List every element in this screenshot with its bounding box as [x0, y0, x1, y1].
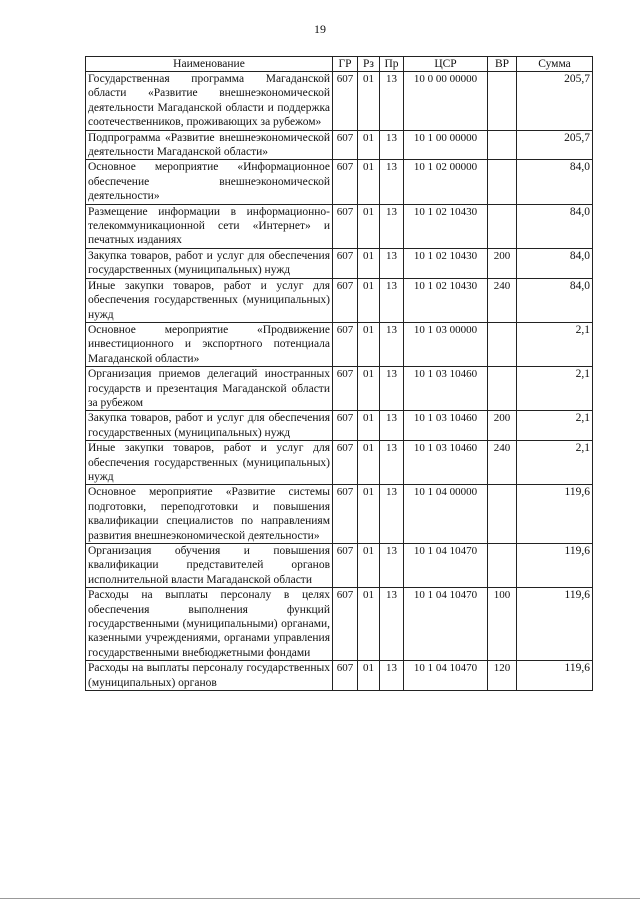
cell-gr: 607 — [333, 661, 358, 691]
cell-rz: 01 — [358, 441, 380, 485]
cell-csr: 10 1 02 00000 — [404, 160, 488, 204]
cell-vr: 240 — [488, 441, 517, 485]
cell-vr: 100 — [488, 588, 517, 661]
cell-pr: 13 — [380, 411, 404, 441]
cell-vr — [488, 544, 517, 588]
cell-name: Иные закупки товаров, работ и услуг для обеспечения государственных (муниципальных) нужд — [86, 278, 333, 322]
cell-gr: 607 — [333, 72, 358, 131]
cell-gr: 607 — [333, 485, 358, 544]
cell-csr: 10 1 03 10460 — [404, 441, 488, 485]
cell-gr: 607 — [333, 588, 358, 661]
cell-csr: 10 1 04 10470 — [404, 661, 488, 691]
cell-csr: 10 1 04 10470 — [404, 588, 488, 661]
table-row — [86, 72, 593, 131]
cell-pr: 13 — [380, 544, 404, 588]
cell-sum: 205,7 — [517, 130, 593, 160]
cell-sum: 2,1 — [517, 441, 593, 485]
table-row — [86, 248, 593, 278]
table-row — [86, 367, 593, 411]
cell-name: Закупка товаров, работ и услуг для обеспечения государственных (муниципальных) нужд — [86, 411, 333, 441]
cell-sum: 84,0 — [517, 278, 593, 322]
table-row — [86, 544, 593, 588]
cell-gr: 607 — [333, 544, 358, 588]
table-row — [86, 441, 593, 485]
cell-rz: 01 — [358, 544, 380, 588]
table-row — [86, 485, 593, 544]
cell-vr: 200 — [488, 411, 517, 441]
table-row — [86, 204, 593, 248]
cell-pr: 13 — [380, 160, 404, 204]
cell-name: Подпрограмма «Развитие внешнеэкономической деятельности Магаданской области» — [86, 130, 333, 160]
cell-sum: 119,6 — [517, 485, 593, 544]
table-row — [86, 278, 593, 322]
cell-csr: 10 1 04 00000 — [404, 485, 488, 544]
cell-name: Основное мероприятие «Информационное обеспечение внешнеэкономической деятельности» — [86, 160, 333, 204]
cell-sum: 84,0 — [517, 160, 593, 204]
cell-gr: 607 — [333, 322, 358, 366]
cell-vr — [488, 204, 517, 248]
cell-rz: 01 — [358, 411, 380, 441]
table-row — [86, 160, 593, 204]
page-bottom-rule — [0, 898, 640, 899]
cell-pr: 13 — [380, 367, 404, 411]
cell-pr: 13 — [380, 485, 404, 544]
cell-pr: 13 — [380, 72, 404, 131]
cell-pr: 13 — [380, 130, 404, 160]
cell-gr: 607 — [333, 441, 358, 485]
table-row — [86, 322, 593, 366]
cell-pr: 13 — [380, 441, 404, 485]
table-row — [86, 661, 593, 691]
cell-csr: 10 1 02 10430 — [404, 278, 488, 322]
cell-rz: 01 — [358, 204, 380, 248]
cell-sum: 2,1 — [517, 322, 593, 366]
cell-vr — [488, 160, 517, 204]
cell-gr: 607 — [333, 367, 358, 411]
cell-rz: 01 — [358, 322, 380, 366]
header-gr: ГР — [333, 57, 358, 72]
cell-csr: 10 1 04 10470 — [404, 544, 488, 588]
table-header — [86, 57, 593, 72]
cell-name: Государственная программа Магаданской области «Развитие внешнеэкономической деятельности Магаданской области и поддержка соотечественников, проживающих за рубежом» — [86, 72, 333, 131]
cell-sum: 119,6 — [517, 588, 593, 661]
cell-sum: 119,6 — [517, 544, 593, 588]
cell-rz: 01 — [358, 278, 380, 322]
header-name: Наименование — [86, 57, 333, 72]
table-row — [86, 411, 593, 441]
cell-csr: 10 1 02 10430 — [404, 204, 488, 248]
cell-pr: 13 — [380, 248, 404, 278]
cell-gr: 607 — [333, 160, 358, 204]
cell-name: Иные закупки товаров, работ и услуг для обеспечения государственных (муниципальных) нужд — [86, 441, 333, 485]
cell-rz: 01 — [358, 160, 380, 204]
header-csr: ЦСР — [404, 57, 488, 72]
cell-csr: 10 1 00 00000 — [404, 130, 488, 160]
cell-pr: 13 — [380, 204, 404, 248]
cell-sum: 84,0 — [517, 204, 593, 248]
cell-name: Основное мероприятие «Развитие системы подготовки, переподготовки и повышения квалификации специалистов по направлениям развития внешнеэкономической деятельности» — [86, 485, 333, 544]
cell-name: Размещение информации в информационно-телекоммуникационной сети «Интернет» и печатных изданиях — [86, 204, 333, 248]
cell-csr: 10 1 03 00000 — [404, 322, 488, 366]
cell-rz: 01 — [358, 130, 380, 160]
cell-name: Организация обучения и повышения квалификации представителей органов исполнительной власти Магаданской области — [86, 544, 333, 588]
cell-sum: 2,1 — [517, 367, 593, 411]
header-vr: ВР — [488, 57, 517, 72]
cell-name: Основное мероприятие «Продвижение инвестиционного и экспортного потенциала Магаданской области» — [86, 322, 333, 366]
cell-name: Расходы на выплаты персоналу государственных (муниципальных) органов — [86, 661, 333, 691]
cell-pr: 13 — [380, 588, 404, 661]
cell-rz: 01 — [358, 661, 380, 691]
cell-vr: 200 — [488, 248, 517, 278]
cell-rz: 01 — [358, 72, 380, 131]
cell-csr: 10 1 03 10460 — [404, 411, 488, 441]
cell-gr: 607 — [333, 130, 358, 160]
cell-pr: 13 — [380, 661, 404, 691]
table-row — [86, 130, 593, 160]
cell-vr — [488, 485, 517, 544]
cell-name: Организация приемов делегаций иностранных государств и презентация Магаданской области за рубежом — [86, 367, 333, 411]
cell-pr: 13 — [380, 278, 404, 322]
cell-sum: 205,7 — [517, 72, 593, 131]
cell-sum: 2,1 — [517, 411, 593, 441]
budget-table — [85, 56, 593, 691]
cell-rz: 01 — [358, 485, 380, 544]
cell-vr: 240 — [488, 278, 517, 322]
cell-sum: 84,0 — [517, 248, 593, 278]
cell-rz: 01 — [358, 248, 380, 278]
header-sum: Сумма — [517, 57, 593, 72]
cell-csr: 10 0 00 00000 — [404, 72, 488, 131]
header-pr: Пр — [380, 57, 404, 72]
cell-vr: 120 — [488, 661, 517, 691]
cell-csr: 10 1 03 10460 — [404, 367, 488, 411]
cell-rz: 01 — [358, 588, 380, 661]
cell-vr — [488, 72, 517, 131]
cell-vr — [488, 130, 517, 160]
cell-gr: 607 — [333, 248, 358, 278]
cell-gr: 607 — [333, 204, 358, 248]
cell-csr: 10 1 02 10430 — [404, 248, 488, 278]
cell-rz: 01 — [358, 367, 380, 411]
cell-gr: 607 — [333, 278, 358, 322]
cell-sum: 119,6 — [517, 661, 593, 691]
cell-name: Расходы на выплаты персоналу в целях обеспечения выполнения функций государственными (муниципальными) органами, казенными учреждениями, органами управления государственными внебюджетными фондами — [86, 588, 333, 661]
cell-gr: 607 — [333, 411, 358, 441]
cell-pr: 13 — [380, 322, 404, 366]
cell-name: Закупка товаров, работ и услуг для обеспечения государственных (муниципальных) нужд — [86, 248, 333, 278]
table-row — [86, 588, 593, 661]
page-number: 19 — [314, 22, 326, 36]
cell-vr — [488, 322, 517, 366]
cell-vr — [488, 367, 517, 411]
table-body — [86, 72, 593, 691]
header-rz: Рз — [358, 57, 380, 72]
